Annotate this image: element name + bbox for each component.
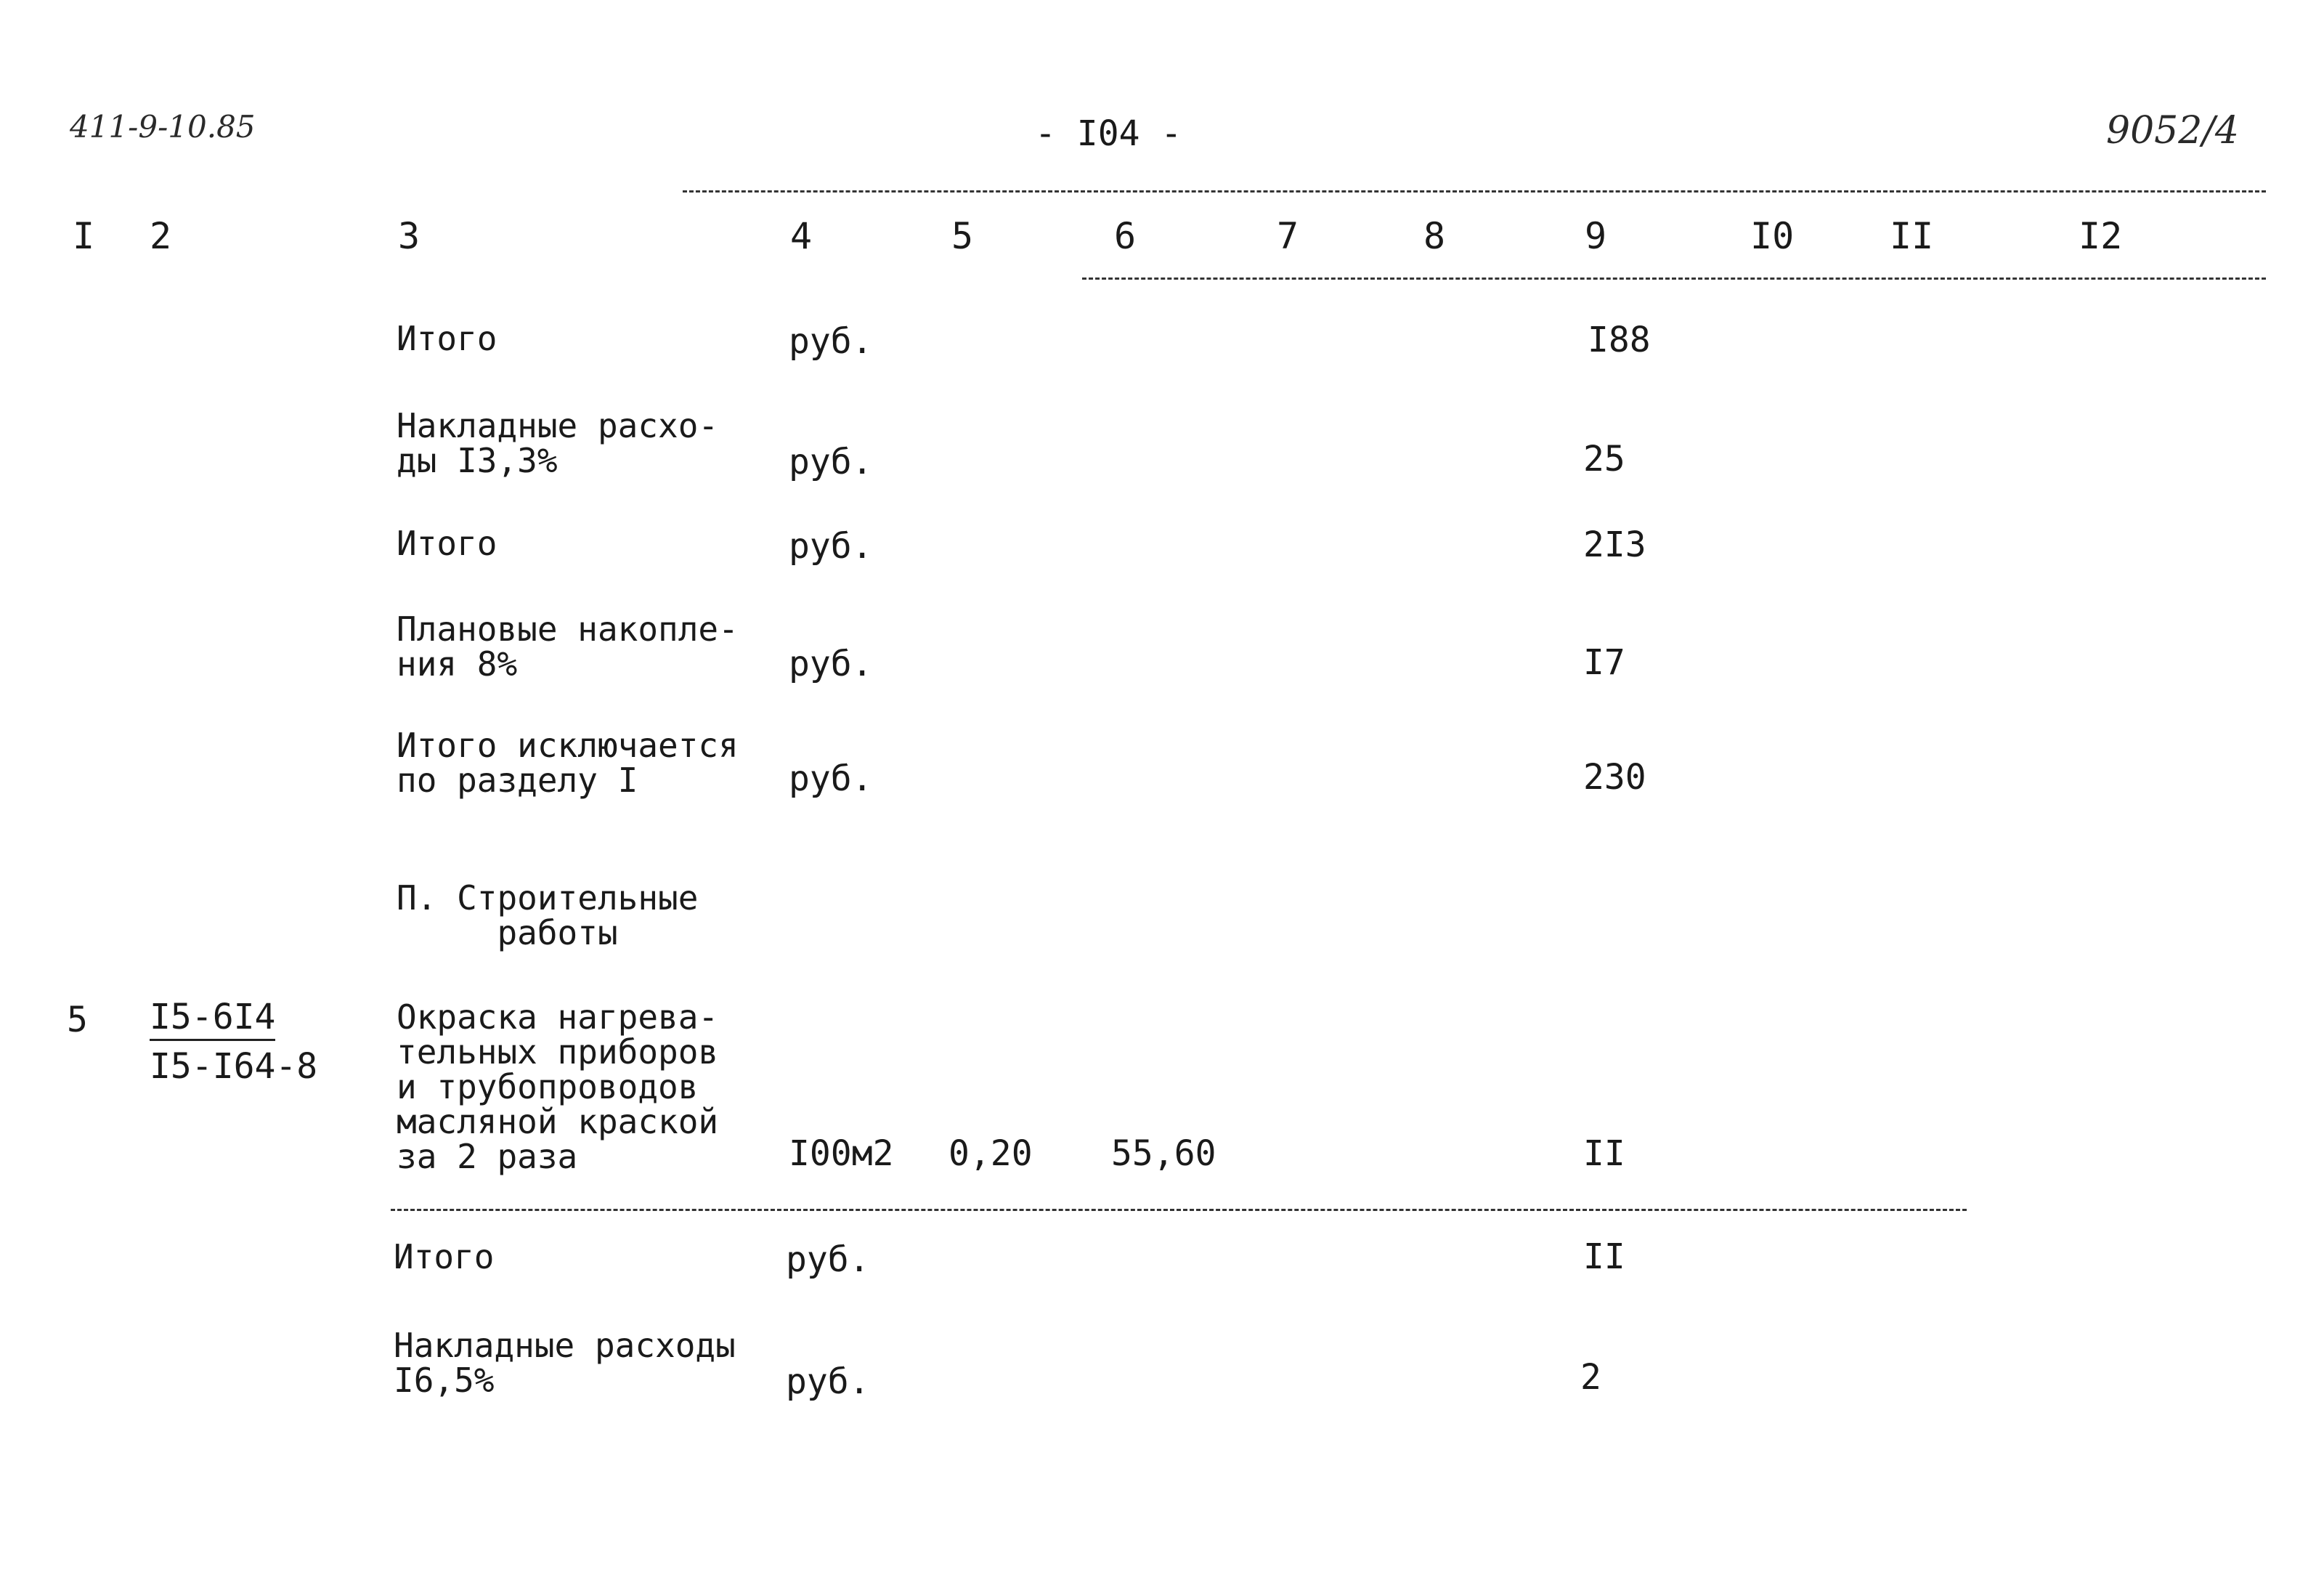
row-amount: 230 [1583,757,1646,798]
row-description: Плановые накопле- ния 8% [397,609,739,684]
row-amount: I88 [1588,320,1651,360]
row-amount: II [1583,1236,1625,1277]
section-title: П. Строительные работы [397,878,699,952]
column-number: I0 [1750,215,1795,257]
row-unit: руб. [789,758,873,799]
column-number: 7 [1277,215,1299,257]
item-code-bottom: I5-I64-8 [150,1046,318,1087]
sheet-mark: 9052/4 [2106,109,2239,153]
item-number: 5 [67,1000,88,1040]
column-number: I [73,215,95,257]
document-code: 411-9-10.85 [70,109,256,145]
row-unit: руб. [789,526,873,567]
row-unit: руб. [789,442,873,482]
row-description: Итого [397,524,497,563]
row-unit: руб. [786,1239,870,1280]
item-code-top: I5-6I4 [150,997,275,1041]
row-description: Накладные расходы I6,5% [394,1326,736,1400]
column-number: 9 [1585,215,1607,257]
row-amount: 2I3 [1583,524,1646,565]
column-number: I2 [2079,215,2123,257]
item-quantity: 0,20 [948,1133,1033,1174]
page-number: - I04 - [1035,113,1182,154]
row-description: Накладные расхо- ды I3,3% [397,406,719,480]
header-top-rule [683,190,2266,193]
item-amount: II [1583,1133,1625,1174]
divider-rule [391,1209,1967,1211]
column-number: 3 [398,215,420,257]
row-unit: руб. [789,321,873,362]
column-number: 2 [150,215,172,257]
row-unit: руб. [789,644,873,684]
row-description: Итого [397,319,497,358]
row-amount: 2 [1580,1357,1601,1398]
header-bottom-rule [1082,278,2266,280]
column-number: 5 [951,215,974,257]
row-description: Итого исключается по разделу I [397,726,739,800]
row-unit: руб. [786,1361,870,1402]
row-amount: 25 [1583,439,1625,479]
row-amount: I7 [1583,642,1625,683]
column-number: 6 [1114,215,1137,257]
item-unit-price: 55,60 [1111,1133,1216,1174]
column-number: II [1890,215,1934,257]
row-description: Итого [394,1237,495,1276]
column-number: 8 [1423,215,1446,257]
item-unit: I00м2 [789,1133,894,1174]
column-number: 4 [790,215,813,257]
item-description: Окраска нагрева- тельных приборов и трубопроводов масляной краской за 2 раза [397,997,719,1176]
